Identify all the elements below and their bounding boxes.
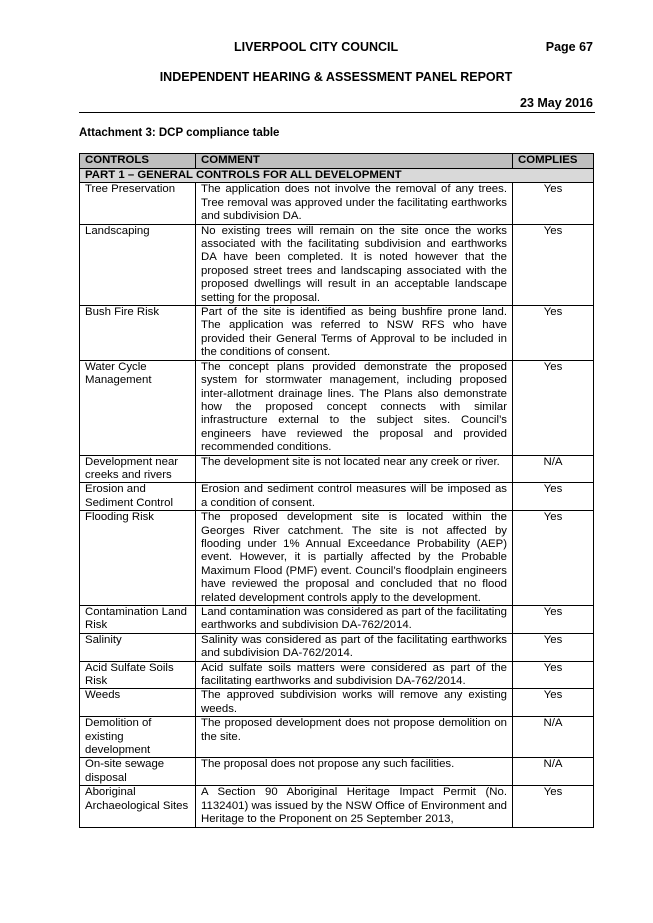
complies-cell: Yes bbox=[513, 606, 594, 634]
report-title: INDEPENDENT HEARING & ASSESSMENT PANEL REPORT bbox=[159, 70, 513, 84]
page-header bbox=[79, 40, 593, 56]
control-cell: Contamination Land Risk bbox=[80, 606, 196, 634]
complies-cell: Yes bbox=[513, 183, 594, 224]
comment-cell: The proposed development does not propose demolition on the site. bbox=[196, 717, 513, 758]
comment-cell: The proposed development site is located within the Georges River catchment. The site is not affected by flooding under 1% Annual Exceedance Probability (AEP) event. However, it is partially affected by the Probable Maximum Flood (PMF) event. Council’s floodplain engineers have reviewed the proposal and concluded that no flood related development controls apply to the development. bbox=[196, 511, 513, 606]
complies-cell: Yes bbox=[513, 511, 594, 606]
complies-cell: Yes bbox=[513, 786, 594, 827]
comment-cell: The concept plans provided demonstrate the proposed system for stormwater management, including proposed inter-allotment drainage lines. The Plans also demonstrate how the proposed concept connects with similar infrastructure external to the subject sites. Council’s engineers have reviewed the proposal and provided recommended conditions. bbox=[196, 360, 513, 455]
header-complies: COMPLIES bbox=[513, 154, 594, 169]
control-cell: Landscaping bbox=[80, 224, 196, 305]
comment-cell: Acid sulfate soils matters were considered as part of the facilitating earthworks and subdivision DA-762/2014. bbox=[196, 661, 513, 689]
table-row bbox=[80, 661, 594, 689]
comment-cell: Erosion and sediment control measures will be imposed as a condition of consent. bbox=[196, 483, 513, 511]
header-controls: CONTROLS bbox=[80, 154, 196, 169]
complies-cell: Yes bbox=[513, 689, 594, 717]
attachment-title: Attachment 3: DCP compliance table bbox=[79, 127, 280, 139]
control-cell: Demolition of existing development bbox=[80, 717, 196, 758]
comment-cell: The development site is not located near any creek or river. bbox=[196, 455, 513, 483]
comment-cell: The application does not involve the removal of any trees. Tree removal was approved under the facilitating earthworks and subdivision DA. bbox=[196, 183, 513, 224]
part-heading: PART 1 – GENERAL CONTROLS FOR ALL DEVELOPMENT bbox=[80, 169, 594, 183]
table-row bbox=[80, 183, 594, 224]
part-heading-row bbox=[80, 169, 594, 183]
table-row bbox=[80, 360, 594, 455]
control-cell: Tree Preservation bbox=[80, 183, 196, 224]
complies-cell: Yes bbox=[513, 224, 594, 305]
table-row bbox=[80, 758, 594, 786]
comment-cell: The approved subdivision works will remove any existing weeds. bbox=[196, 689, 513, 717]
comment-cell: Part of the site is identified as being bushfire prone land. The application was referred to NSW RFS who have provided their General Terms of Approval to be included in the conditions of consent. bbox=[196, 306, 513, 361]
table-row bbox=[80, 306, 594, 361]
complies-cell: Yes bbox=[513, 633, 594, 661]
report-date: 23 May 2016 bbox=[520, 96, 593, 110]
table-row bbox=[80, 606, 594, 634]
table-row bbox=[80, 689, 594, 717]
complies-cell: N/A bbox=[513, 455, 594, 483]
comment-cell: A Section 90 Aboriginal Heritage Impact Permit (No. 1132401) was issued by the NSW Office of Environment and Heritage to the Proponent on 25 September 2013, bbox=[196, 786, 513, 827]
table-row bbox=[80, 483, 594, 511]
comment-cell: Salinity was considered as part of the facilitating earthworks and subdivision DA-762/2014. bbox=[196, 633, 513, 661]
comment-cell: Land contamination was considered as part of the facilitating earthworks and subdivision DA-762/2014. bbox=[196, 606, 513, 634]
complies-cell: Yes bbox=[513, 306, 594, 361]
control-cell: Flooding Risk bbox=[80, 511, 196, 606]
comment-cell: The proposal does not propose any such facilities. bbox=[196, 758, 513, 786]
control-cell: On-site sewage disposal bbox=[80, 758, 196, 786]
control-cell: Salinity bbox=[80, 633, 196, 661]
complies-cell: Yes bbox=[513, 483, 594, 511]
table-row bbox=[80, 786, 594, 827]
control-cell: Bush Fire Risk bbox=[80, 306, 196, 361]
table-row bbox=[80, 224, 594, 305]
control-cell: Erosion and Sediment Control bbox=[80, 483, 196, 511]
control-cell: Weeds bbox=[80, 689, 196, 717]
control-cell: Acid Sulfate Soils Risk bbox=[80, 661, 196, 689]
table-row bbox=[80, 717, 594, 758]
control-cell: Water Cycle Management bbox=[80, 360, 196, 455]
complies-cell: N/A bbox=[513, 717, 594, 758]
complies-cell: N/A bbox=[513, 758, 594, 786]
comment-cell: No existing trees will remain on the site once the works associated with the facilitating subdivision and earthworks DA have been completed. It is noted however that the proposed street trees and landscaping associated with the proposed dwellings will result in an acceptable landscape setting for the proposal. bbox=[196, 224, 513, 305]
header-divider bbox=[79, 112, 595, 113]
complies-cell: Yes bbox=[513, 661, 594, 689]
table-row bbox=[80, 633, 594, 661]
council-name: LIVERPOOL CITY COUNCIL bbox=[234, 40, 399, 54]
table-row bbox=[80, 455, 594, 483]
complies-cell: Yes bbox=[513, 360, 594, 455]
control-cell: Development near creeks and rivers bbox=[80, 455, 196, 483]
page-number: Page 67 bbox=[545, 40, 593, 54]
table-row bbox=[80, 511, 594, 606]
header-comment: COMMENT bbox=[196, 154, 513, 169]
dcp-compliance-table bbox=[79, 153, 594, 828]
control-cell: Aboriginal Archaeological Sites bbox=[80, 786, 196, 827]
table-header-row bbox=[80, 154, 594, 169]
